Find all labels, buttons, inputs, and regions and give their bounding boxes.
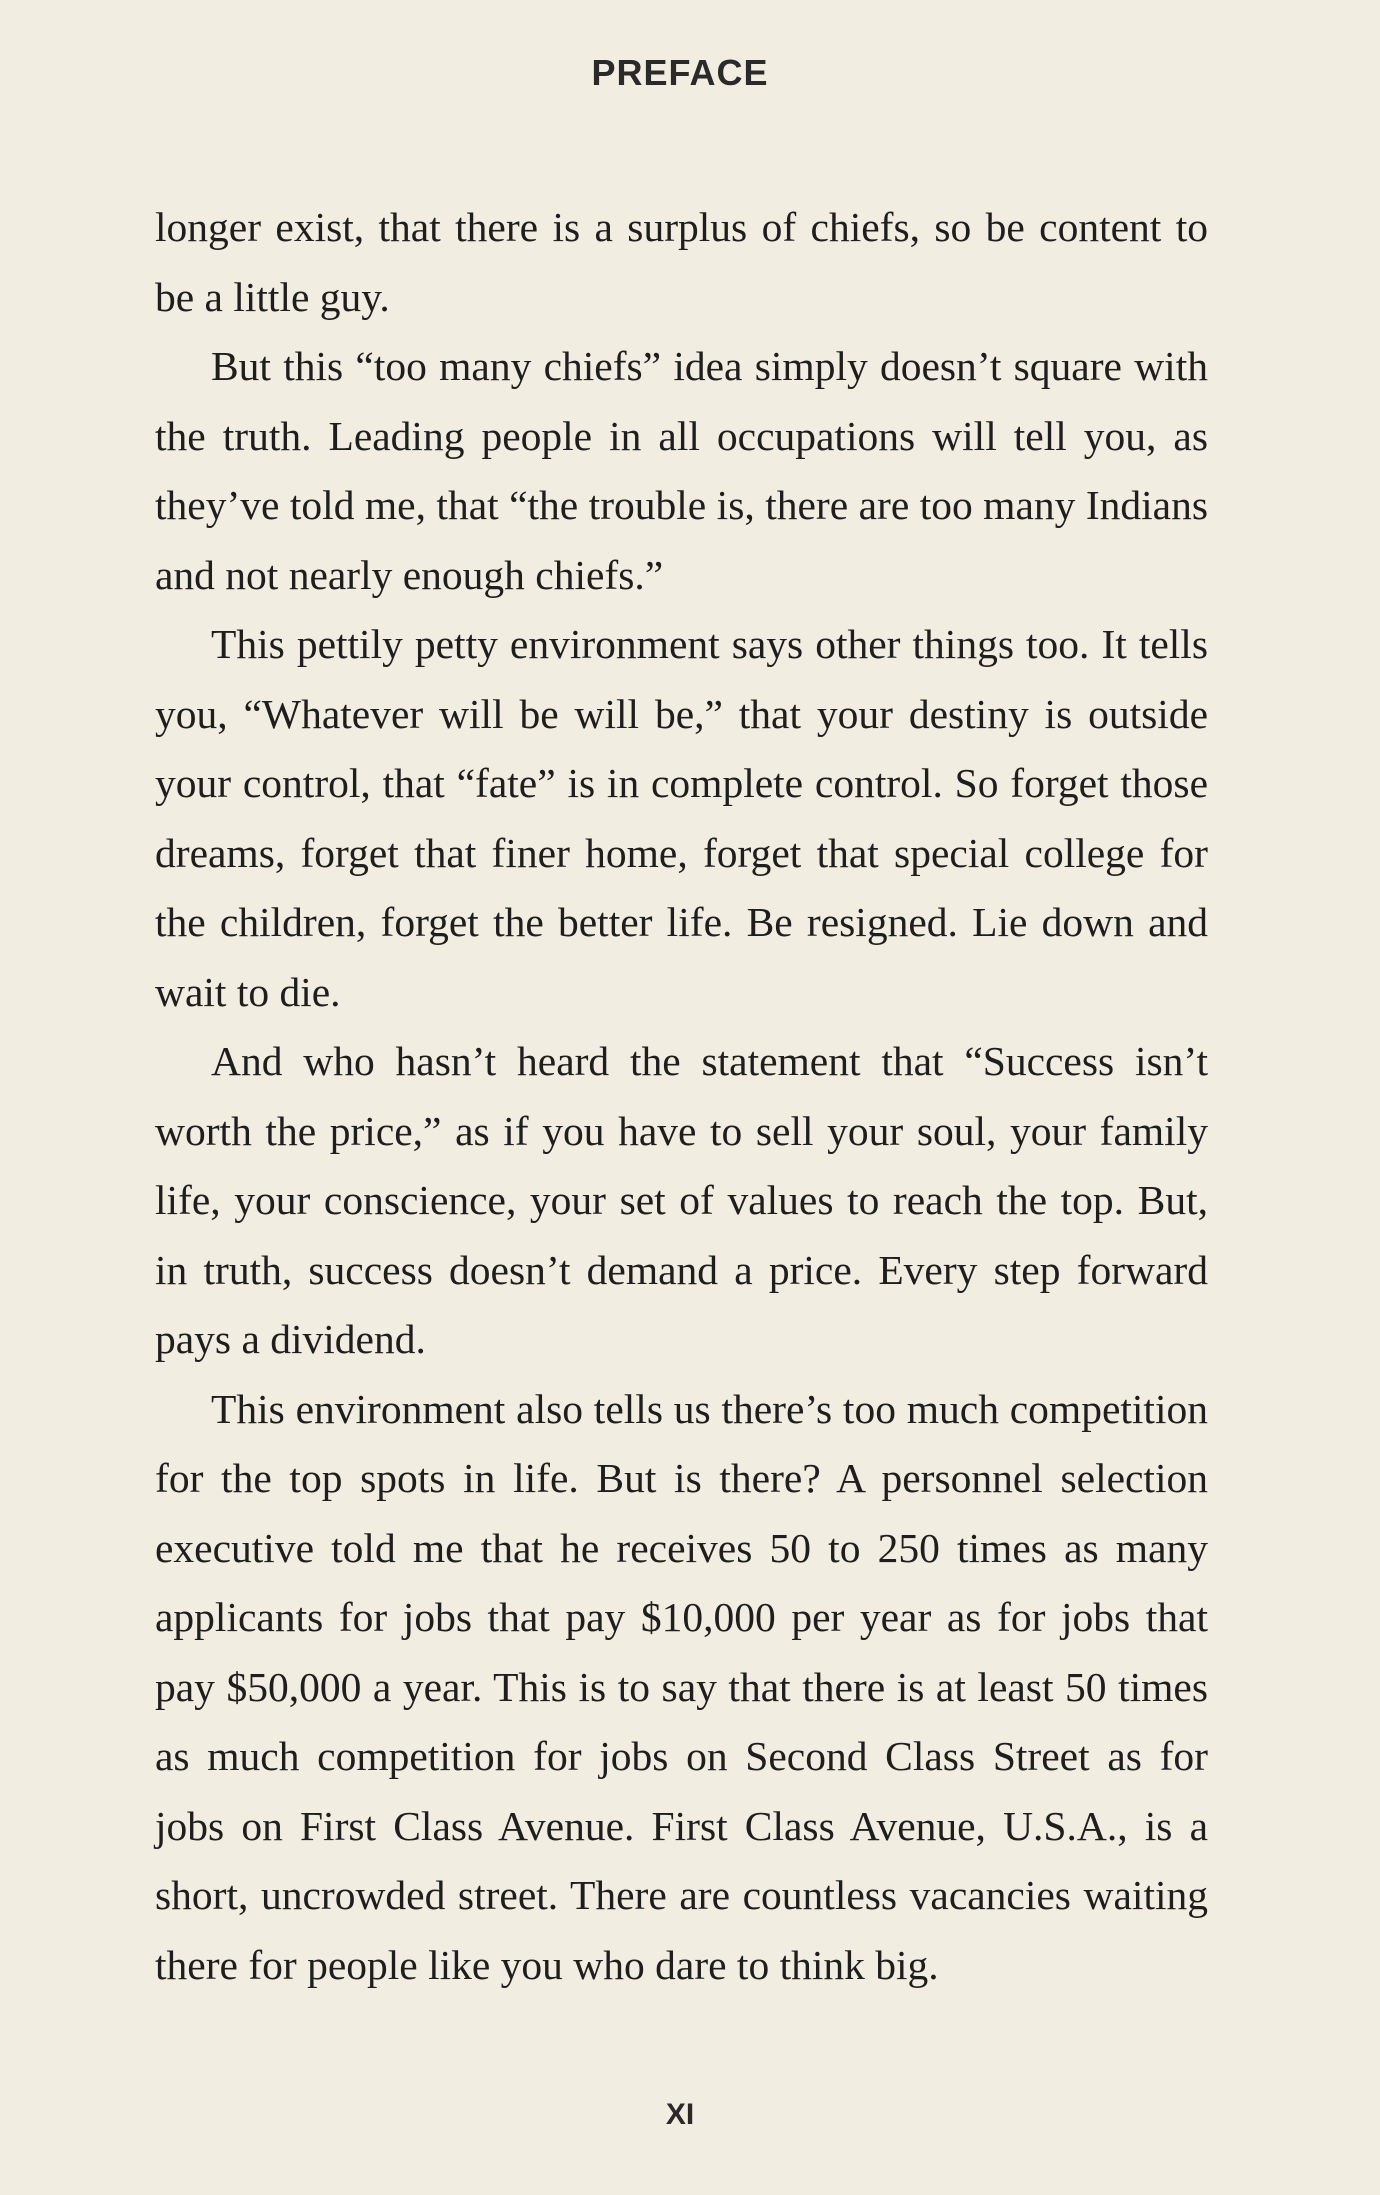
running-head: PREFACE [591,52,769,93]
paragraph: But this “too many chiefs” idea simply doesn’t square with the truth. Leading people in all occupations will tell you, as they’ve told me, that “the trouble is, there are too many Indians and not nearly enough chiefs.” [155,343,1208,598]
body-text [155,193,1208,2000]
paragraph: And who hasn’t heard the statement that “Success isn’t worth the price,” as if you have to sell your soul, your family life, your conscience, your set of values to reach the top. But, in truth, success doesn’t demand a price. Every step forward pays a dividend. [155,1038,1208,1362]
paragraph: This environment also tells us there’s too much competition for the top spots in life. But is there? A personnel selection executive told me that he receives 50 to 250 times as many applicants for jobs that pay $10,000 per year as for jobs that pay $50,000 a year. This is to say that there is at least 50 times as much competition for jobs on Second Class Street as for jobs on First Class Avenue. First Class Avenue, U.S.A., is a short, uncrowded street. There are countless vacancies waiting there for people like you who dare to think big. [155,1385,1208,1988]
paragraph: This pettily petty environment says other things too. It tells you, “Whatever will be will be,” that your destiny is outside your control, that “fate” is in complete control. So forget those dreams, forget that finer home, forget that special college for the children, forget the better life. Be resigned. Lie down and wait to die. [155,621,1208,1015]
page-number: XI [665,2098,695,2131]
paragraph: longer exist, that there is a surplus of chiefs, so be content to be a little guy. [155,204,1208,320]
